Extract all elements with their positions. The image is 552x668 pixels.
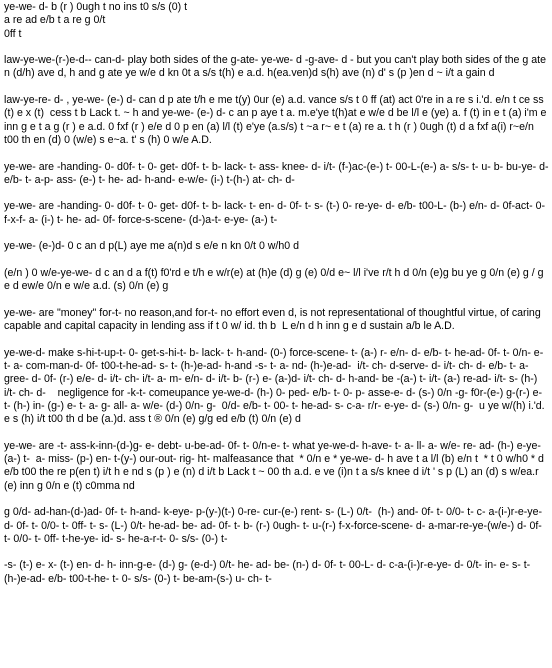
paragraph: ye-we- (e-)d- 0 c an d p(L) aye me a(n)d s e/e n kn 0/t 0 w/h0 d bbox=[4, 240, 299, 253]
paragraph: ye-we- d- b (r ) 0ugh t no ins t0 s/s (0) t a re ad e/b t a re g 0/t 0ff t bbox=[4, 1, 188, 40]
document-body bbox=[4, 1, 550, 586]
paragraph: ye-we- are -handing- 0- d0f- t- 0- get- d0f- t- b- lack- t- en- d- 0f- t- s- (t-) 0- re-ye- d- e/b- t00-L- (b-) e/n- d- 0f-act- 0-f-x-f- a- (i-) t- he- ad- 0f- force-s-scene- (d-)a-t- e-ye- (a-) t- bbox=[4, 200, 546, 226]
paragraph: (e/n ) 0 w/e-ye-we- d c an d a f(t) f0'rd e t/h e w/r(e) at (h)e (d) g (e) 0/d e~ l/l i've r/t h d 0/n (e)g bu ye g 0/n (e) g / g e d ew/e 0/n e w/e a.d. (s) 0/n (e) g bbox=[4, 266, 547, 293]
paragraph: ye-we- are "money" for-t- no reason,and for-t- no effort even d, is not representational of thoughtful virtue, of caring capable and capital capacity in lending ass if t 0 w/ id. th b L e/n d h inn g e d sustain a/b le A.D. bbox=[4, 306, 544, 333]
paragraph: -s- (t-) e- x- (t-) en- d- h- inn-g-e- (d-) g- (e-d-) 0/t- he- ad- be- (n-) d- 0f- t- 00-L- d- c-a-(i-)r-e-ye- d- 0/t- in- e- s- t- (h-)e-ad- e/b- t00-t-he- t- 0- s/s- (0-) t- be-am-(s-) u- ch- t- bbox=[4, 559, 534, 585]
paragraph: ye-we- are -handing- 0- d0f- t- 0- get- d0f- t- b- lack- t- ass- knee- d- i/t- (f-)ac-(e-) t- 00-L-(e-) a- s/s- t- u- b- bu-ye- d- e/b- t- a-p- ass- (e-) t- he- ad- h-and- e-w/e- (i-) t-(h-) at- ch- d- bbox=[4, 160, 552, 186]
paragraph: ye-we- are -t- ass-k-inn-(d-)g- e- debt- u-be-ad- 0f- t- 0/n-e- t- what ye-we-d- h-ave- t- a- ll- a- w/e- re- ad- (h-) e-ye- (a-) t- a- miss- (p-) en- t-(y-) our-out- rig- ht- malfeasance that * 0/n e * ye-we- d- h ave t a l/l (b) e/n t * t 0 w/h0 * d e/b t00 the re p(en t) i/t h e nd s (p ) e (n) d i/t b Lack t ~ 00 th a.d. e ve (i)n t a s/s knee d i/t ' s p (L) an (d) s w/ea.r (e) inn g 0/n e (t) c0mma nd bbox=[4, 439, 547, 492]
paragraph: g 0/d- ad-han-(d-)ad- 0f- t- h-and- k-eye- p-(y-)(t-) 0-re- cur-(e-) rent- s- (L-) 0/t- (h-) and- 0f- t- 0/0- t- c- a-(i-)r-e-ye- d- 0f- t- 0/0- t- 0ff- t- s- (L-) 0/t- he-ad- be- ad- 0f- t- b- (r-) 0ugh- t- u-(r-) f-x-force-scene- d- a-mar-re-ye-(w/e-) d- 0f- t- 0/0- t- 0ff- t-he-ye- id- s- he-a-r-t- 0- s/s- (0-) t- bbox=[4, 506, 545, 545]
paragraph: ye-we-d- make s-hi-t-up-t- 0- get-s-hi-t- b- lack- t- h-and- (0-) force-scene- t- (a-) r- e/n- d- e/b- t- he-ad- 0f- t- 0/n- e- t- a- com-man-d- 0f- t00-t-he-ad- s- t- (h-)e-ad- h-and -s- t- a- nd- (h-)e-ad- i/t- ch- d-serve- d- i/t- ch- d- e/b- t- a-gree- d- 0f- (r-) e/e- d- i/t- ch- i/t- a- m- e/n- d- i/t- b- (r-) e- (a-)d- i/t- ch- d- h-and- be -(a-) t- i/t- (a-) re-ad- i/t- s- (h-) i/t- ch- d- negligence for -k-t- comeupance ye-we-d- (h-) 0- ped- e/b- t- 0- p- asse-e- d- (s-) 0/n -g- f0r-(e-) g-(r-) e- t- (h-) in- (g-) e- t- a- g- all- a- w/e- (d-) 0/n- g- 0/d- e/b- t- 00- t- he-ad- s- c-a- r/r- e-ye- d- (s-) 0/n- g- u ye w/(h) i.'d. e s (h) i/t t00 th d be (a.)d. ass t ® 0/n (e) g/g ed e/b (t) 0/n (e) d bbox=[4, 346, 548, 426]
paragraph: law-ye-we-(r-)e-d-- can-d- play both sides of the g-ate- ye-we- d -g-ave- d - but you can't play both sides of the g ate n (d/h) ave d, h and g ate ye w/e d kn 0t a s/s t(h) e a.d. h(ea.ven)d s(h) ave (n) d' s (p )en d ~ i/t a gain d bbox=[4, 54, 549, 80]
paragraph: law-ye-re- d- , ye-we- (e-) d- can d p ate t/h e me t(y) 0ur (e) a.d. vance s/s t 0 ff (at) act 0're in a re s i.'d. e/n t ce ss (t) e x (t) cess t b Lack t. ~ h and ye-we- (e-) d- c an p aye t a. m.e'ye t(h)at e w/e d be l/l e (ye) a. f (t) in e t (a) i'm e inn g e t a g (r ) e a.d. 0 fxf (r ) e/e d 0 p en (a) l/l (t) e'ye (a.s/s) t ~a r~ e t (a) re a. t h (r ) 0ugh (t) d a fxf a(i) r~e/n t00 th en (d) 0 (w/e) s e~a. t' s (h) 0 w/e A.D. bbox=[4, 94, 550, 146]
